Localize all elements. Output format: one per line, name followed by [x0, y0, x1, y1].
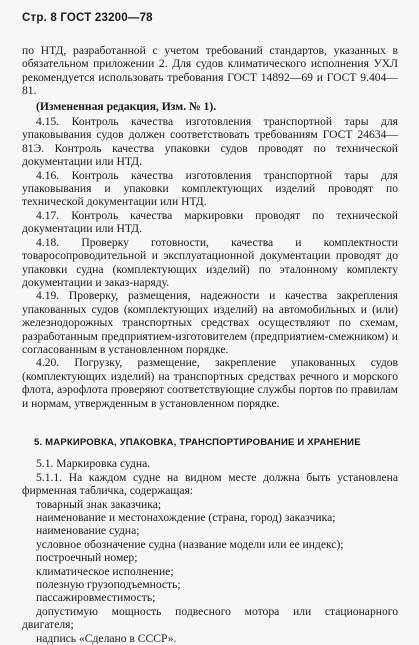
list-item: товарный знак заказчика;: [36, 497, 162, 511]
clause-5-1: 5.1. Маркировка судна.: [36, 457, 151, 471]
page-content: [22, 44, 398, 645]
list-item: построечный номер;: [36, 551, 138, 565]
clause-4-18: 4.18. Проверку готовности, качества и комплектности товаросопроводительной и эксплуатационной документации проводят до упаковки судна (комплектующих изделий) по эталонному комплекту документации и заказ-наряду.: [22, 235, 398, 289]
section-heading: 5. МАРКИРОВКА, УПАКОВКА, ТРАНСПОРТИРОВАНИЕ И ХРАНЕНИЕ: [34, 436, 361, 448]
clause-4-15: 4.15. Контроль качества изготовления транспортной тары для упаковывания судов должен соответствовать требованиям ГОСТ 24634—81Э. Контроль качества упаковки судов проводят по технической документации или НТД.: [22, 115, 398, 169]
clause-4-17: 4.17. Контроль качества маркировки проводят по технической документации или НТД.: [22, 208, 398, 236]
list-item: наименование судна;: [36, 524, 140, 538]
list-item: полезную грузоподъемность;: [36, 578, 181, 592]
list-item: надпись «Сделано в СССР».: [36, 631, 177, 645]
clause-4-16: 4.16. Контроль качества изготовления транспортной тары для упаковывания и упаковки комплектующих изделий проводят по технической документации или НТД.: [22, 168, 398, 209]
page-header: Стр. 8 ГОСТ 23200—78: [22, 12, 153, 24]
list-item: наименование и местонахождение (страна, город) заказчика;: [36, 511, 336, 524]
clause-5-1-1: 5.1.1. На каждом судне на видном месте должна быть установлена фирменная табличка, содержащая:: [22, 470, 398, 498]
list-item: условное обозначение судна (название модели или ее индекс);: [36, 537, 344, 551]
amendment-note: (Измененная редакция, Изм. № 1).: [36, 99, 217, 113]
list-item: допустимую мощность подвесного мотора или стационарного двигателя;: [22, 604, 398, 632]
list-item: пассажировместимость;: [36, 591, 156, 605]
list-item: климатическое исполнение;: [36, 564, 174, 578]
clause-4-20: 4.20. Погрузку, размещение, закрепление упакованных судов (комплектующих изделий) на транспортных средствах речного и морского флота, аэрофлота проверяют соответствующие службы портов по правилам и нормам, утвержденным в установленном порядке.: [22, 356, 398, 410]
clause-4-19: 4.19. Проверку, размещения, надежности и качества закрепления упакованных судов (комплектующих изделий) на автомобильных и (или) железнодорожных транспортных средствах осуществляют по схемам, разработанным предприятием-изготовителем (предприятием-смежником) и согласованным в установленном порядке.: [22, 289, 398, 356]
paragraph-continuation: по НТД, разработанной с учетом требований стандартов, указанных в обязательном приложении 2. Для судов климатического исполнения УХЛ рекомендуется использовать требования ГОСТ 14892—69 и ГОСТ 9.404—81.: [22, 44, 398, 98]
